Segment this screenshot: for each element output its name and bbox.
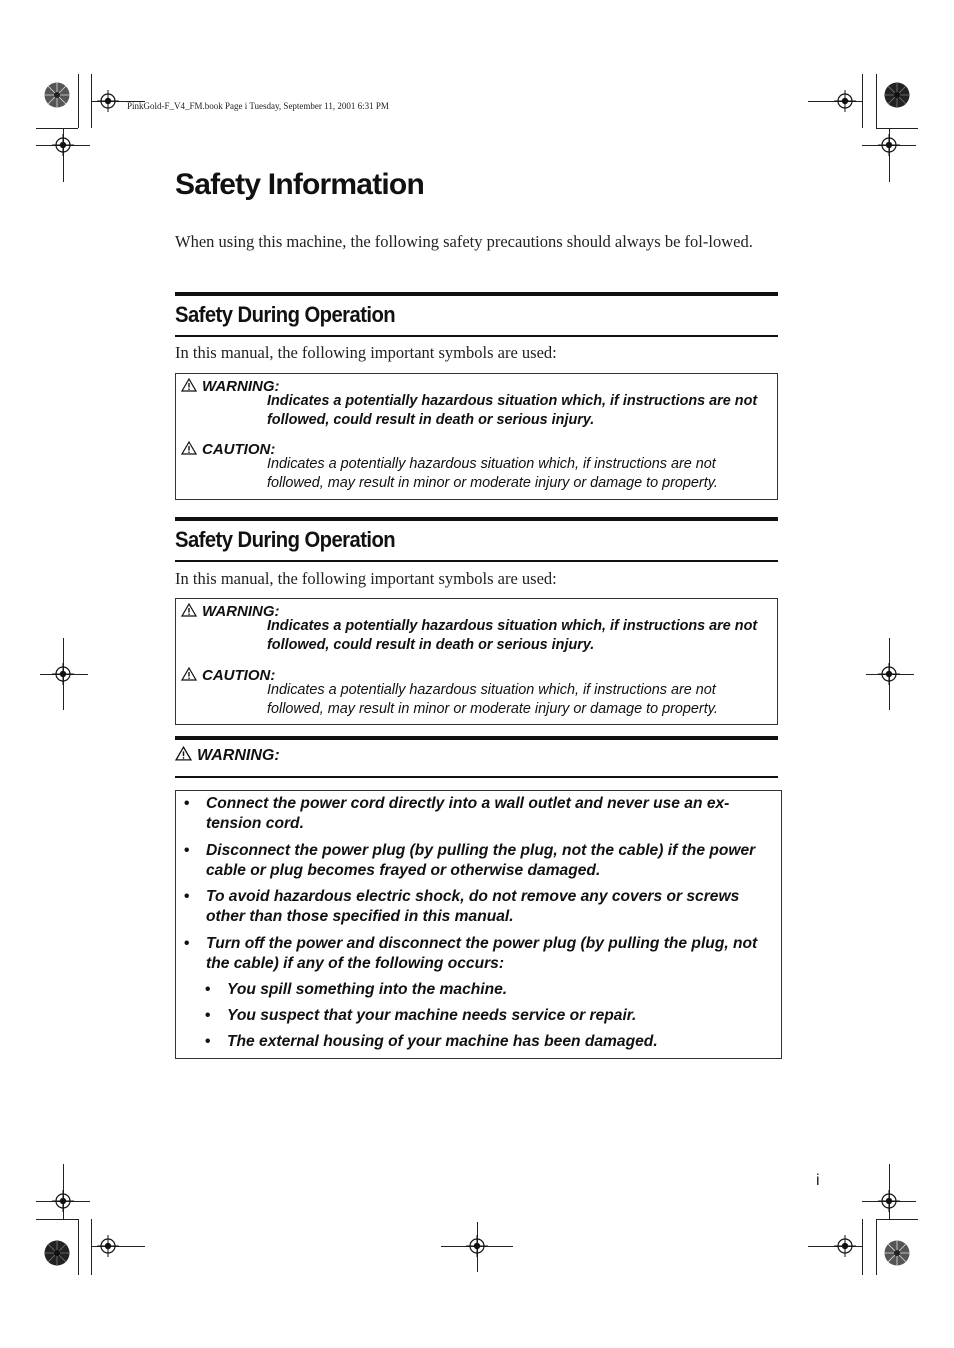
warning-sub-item-text: The external housing of your machine has been damaged.	[227, 1033, 658, 1050]
caution-description: Indicates a potentially hazardous situation which, if instructions are not followed, may result in minor or moderate injury or damage to property.	[267, 456, 718, 491]
warning-item-text: Connect the power cord directly into a wall outlet and never use an ex-tension cord.	[206, 795, 730, 832]
page-number: i	[816, 1172, 820, 1189]
registration-mark-icon	[97, 1235, 119, 1257]
section-heading: Safety During Operation	[175, 302, 396, 327]
warning-label-text: WARNING:	[202, 603, 280, 620]
section-heading-bar	[175, 517, 778, 562]
caution-label	[181, 667, 275, 684]
bullet-icon: •	[184, 842, 190, 859]
caution-label	[181, 441, 275, 458]
star-target-icon	[884, 82, 910, 108]
symbols-box	[175, 373, 778, 500]
registration-mark-icon	[52, 663, 74, 685]
caution-label-text: CAUTION:	[202, 667, 276, 684]
symbols-box	[175, 598, 778, 725]
warning-triangle-icon	[181, 378, 197, 392]
registration-mark-icon	[466, 1235, 488, 1257]
warning-label	[181, 378, 280, 395]
intro-paragraph: When using this machine, the following safety precautions should always be fol-lowed.	[175, 232, 753, 251]
bullet-icon: •	[184, 795, 190, 812]
registration-mark-icon	[878, 134, 900, 156]
star-target-icon	[44, 1240, 70, 1266]
star-target-icon	[44, 82, 70, 108]
warning-item-text: To avoid hazardous electric shock, do not remove any covers or screws other than those specified in this manual.	[206, 888, 740, 925]
bullet-icon: •	[205, 1007, 211, 1024]
registration-mark-icon	[834, 1235, 856, 1257]
registration-mark-icon	[834, 90, 856, 112]
caution-triangle-icon	[181, 667, 197, 681]
warning-heading	[175, 746, 280, 765]
warning-heading-text: WARNING:	[197, 747, 280, 764]
warning-sub-item-text: You spill something into the machine.	[227, 981, 508, 998]
symbols-intro: In this manual, the following important symbols are used:	[175, 343, 557, 362]
warning-item-text: Turn off the power and disconnect the power plug (by pulling the plug, not the cable) if any of the following occurs:	[206, 935, 758, 972]
warning-heading-bar	[175, 736, 778, 778]
warning-description: Indicates a potentially hazardous situation which, if instructions are not followed, could result in death or serious injury.	[267, 393, 758, 428]
warning-triangle-icon	[175, 746, 192, 761]
registration-mark-icon	[878, 663, 900, 685]
warning-label	[181, 603, 280, 620]
caution-triangle-icon	[181, 441, 197, 455]
file-info-header: PinkGold-F_V4_FM.book Page i Tuesday, September 11, 2001 6:31 PM	[127, 101, 389, 111]
warning-triangle-icon	[181, 603, 197, 617]
registration-mark-icon	[52, 134, 74, 156]
star-target-icon	[884, 1240, 910, 1266]
bullet-icon: •	[205, 981, 211, 998]
registration-mark-icon	[52, 1190, 74, 1212]
section-heading: Safety During Operation	[175, 527, 396, 552]
bullet-icon: •	[184, 935, 190, 952]
registration-mark-icon	[878, 1190, 900, 1212]
page-title: Safety Information	[175, 168, 424, 201]
warning-label-text: WARNING:	[202, 378, 280, 395]
warning-item-text: Disconnect the power plug (by pulling the plug, not the cable) if the power cable or plug becomes frayed or otherwise damaged.	[206, 842, 756, 879]
bullet-icon: •	[205, 1033, 211, 1050]
warning-sub-item-text: You suspect that your machine needs service or repair.	[227, 1007, 637, 1024]
bullet-icon: •	[184, 888, 190, 905]
registration-mark-icon	[97, 90, 119, 112]
section-heading-bar	[175, 292, 778, 337]
symbols-intro: In this manual, the following important symbols are used:	[175, 569, 557, 588]
warning-description: Indicates a potentially hazardous situation which, if instructions are not followed, could result in death or serious injury.	[267, 618, 758, 653]
caution-description: Indicates a potentially hazardous situation which, if instructions are not followed, may result in minor or moderate injury or damage to property.	[267, 682, 718, 717]
caution-label-text: CAUTION:	[202, 441, 276, 458]
warning-list-box	[175, 790, 782, 1059]
